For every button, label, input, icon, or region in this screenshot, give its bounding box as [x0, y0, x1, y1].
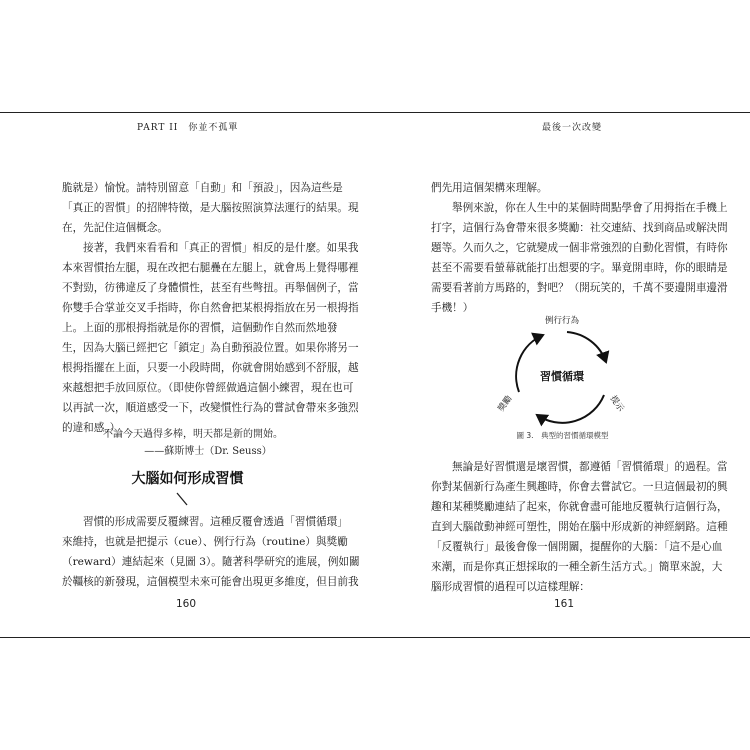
text-line: 腦形成習慣的過程可以這樣理解：: [431, 581, 590, 593]
text-line: 於韁核的新發現，這個模型未來可能會出現更多維度，但目前我: [62, 576, 359, 588]
bottom-border: [0, 637, 750, 638]
text-line: （reward）連結起來（見圖 3）。隨著科學研究的進展，例如關: [62, 556, 360, 568]
quote-text: 不論今天過得多棒，明天都是新的開始。: [103, 429, 283, 440]
text-line: 在，先記住這個概念。: [62, 222, 168, 234]
text-line: 「反覆執行」最後會像一個開關，提醒你的大腦：「這不是心血: [431, 541, 723, 553]
text-line: 習慣的形成需要反覆練習。這種反覆會透過「習慣循環」: [83, 516, 348, 528]
body-paragraph: [62, 512, 360, 592]
text-line: 題等。久而久之，它就變成一個非常強烈的自動化習慣，有時你: [431, 242, 728, 254]
text-line: 無論是好習慣還是壞習慣，都遵循「習慣循環」的過程。當: [452, 461, 728, 473]
text-line: 舉例來說，你在人生中的某個時間點學會了用拇指在手機上: [452, 202, 728, 214]
figure-caption: 圖 3. 典型的習慣循環模型: [516, 431, 609, 440]
text-line: 打字，這個行為會帶來很多獎勵：社交連結、找到商品或解決問: [431, 222, 728, 234]
text-line: 來越想把手放回原位。（即使你曾經做過這個小練習，現在也可: [62, 382, 354, 394]
text-line: 接著，我們來看看和「真正的習慣」相反的是什麼。如果我: [83, 242, 359, 254]
text-line: 不對勁，彷彿違反了身體慣性，甚至有些彆扭。再舉個例子，當: [62, 282, 359, 294]
diagram-center-label: 習慣循環: [540, 370, 584, 383]
text-line: 需要看著前方馬路的，對吧？（開玩笑的，千萬不要邊開車邊滑: [431, 282, 728, 294]
text-line: 直到大腦啟動神經可塑性，開始在腦中形成新的神經網路。這種: [431, 521, 728, 533]
text-line: 生，因為大腦已經把它「鎖定」為自動預設位置。如果你將另一: [62, 342, 359, 354]
text-line: 們先用這個架構來理解。: [431, 182, 548, 194]
text-line: 你對某個新行為產生興趣時，你會去嘗試它。一旦這個最初的興: [431, 481, 728, 493]
page-number: 161: [554, 598, 575, 610]
text-line: 上。上面的那根拇指就是你的習慣，這個動作自然而然地發: [62, 322, 338, 334]
section-heading: 大腦如何形成習慣: [131, 471, 244, 487]
diagram-label-routine: 例行行為: [544, 316, 580, 326]
text-line: 甚至不需要看螢幕就能打出想要的字。畢竟開車時，你的眼睛是: [431, 262, 728, 274]
text-line: 本來習慣抬左腿，現在改把右腿疊在左腿上，就會馬上覺得哪裡: [62, 262, 359, 274]
text-line: 的違和感。）: [62, 422, 121, 434]
text-line: 脆就是）愉悅。請特別留意「自動」和「預設」，因為這些是: [62, 182, 343, 194]
body-paragraph: [431, 178, 728, 318]
loop-arrow: [516, 335, 543, 392]
text-line: 「真正的習慣」的招牌特徵，是大腦按照演算法運行的結果。現: [62, 202, 359, 214]
text-line: 手機！）: [431, 302, 474, 314]
quote-attribution: ——蘇斯博士（Dr. Seuss）: [144, 446, 272, 457]
habit-loop-diagram: [487, 310, 637, 440]
running-head: PART II 你並不孤單: [137, 123, 239, 133]
text-line: 趣和某種獎勵連結了起來，你就會盡可能地反覆執行這個行為，: [431, 501, 728, 513]
text-line: 來潮，而是你真正想採取的一種全新生活方式。」簡單來說，大: [431, 561, 723, 573]
text-line: 來維持，也就是把提示（cue）、例行行為（routine）與獎勵: [62, 536, 348, 548]
text-line: 以再試一次，順道感受一下，改變慣性行為的嘗試會帶來多強烈: [62, 402, 359, 414]
page-number: 160: [176, 598, 197, 610]
text-line: 你雙手合掌並交叉手指時，你自然會把某根拇指放在另一根拇指: [62, 302, 359, 314]
diagram-label-cue: 提示: [607, 394, 626, 414]
right-page: [375, 112, 750, 637]
epigraph-quote: [88, 426, 298, 460]
heading-slash-ornament: [175, 492, 189, 506]
body-paragraph: [62, 178, 359, 438]
left-page: [0, 112, 375, 637]
text-line: 根拇指擺在上面，只要一小段時間，你就會開始感到不舒服，越: [62, 362, 359, 374]
loop-arrow: [537, 395, 604, 423]
body-paragraph: [431, 457, 728, 597]
loop-arrow: [567, 332, 606, 362]
diagram-label-reward: 獎勵: [496, 394, 515, 414]
running-head: 最後一次改變: [542, 123, 603, 133]
